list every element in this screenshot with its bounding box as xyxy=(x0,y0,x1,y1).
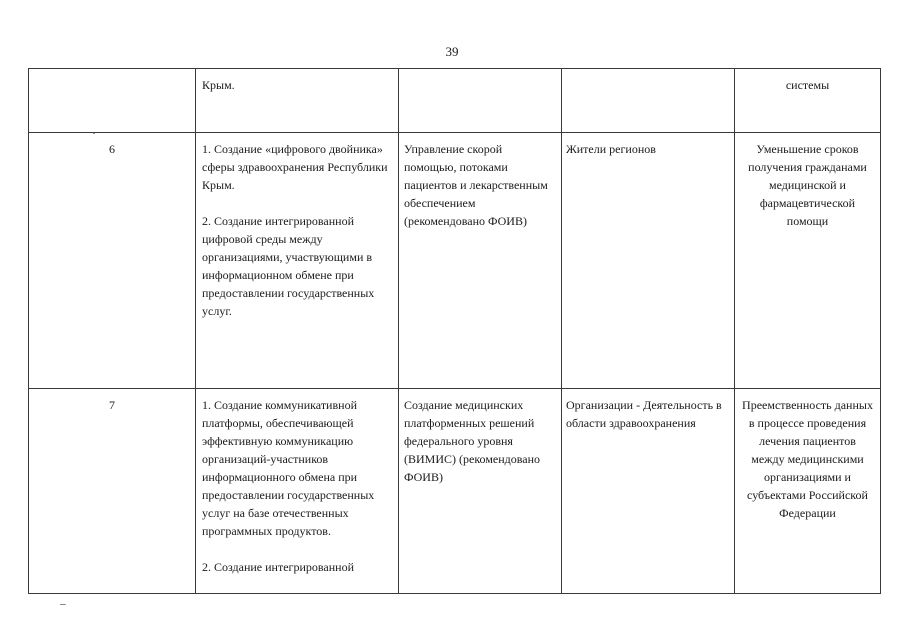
row-number-cell xyxy=(29,69,196,133)
effect-cell: системы xyxy=(735,69,881,133)
direction-cell xyxy=(399,69,562,133)
table-row xyxy=(29,389,881,594)
direction-cell: Управление скорой помощью, потоками пациентов и лекарственным обеспечением (рекомендовано ФОИВ) xyxy=(399,133,562,389)
beneficiaries-cell xyxy=(562,69,735,133)
measures-cell xyxy=(196,389,399,594)
measure-text: 1. Создание «цифрового двойника» сферы здравоохранения Республики Крым. xyxy=(202,142,388,192)
page-number: 39 xyxy=(445,44,459,59)
scan-speck xyxy=(60,604,66,605)
beneficiaries-cell: Жители регионов xyxy=(562,133,735,389)
measure-text: 1. Создание коммуникативной платформы, обеспечивающей эффективную коммуникацию организаций-участников информационного обмена при предоставлении государственных услуг на базе отечественных программных продуктов. xyxy=(202,398,375,538)
document-table xyxy=(28,68,881,594)
effect-cell: Преемственность данных в процессе проведения лечения пациентов между медицинскими организациями и субъектами Российской Федерации xyxy=(735,389,881,594)
beneficiaries-cell: Организации - Деятельность в области здравоохранения xyxy=(562,389,735,594)
table-row xyxy=(29,133,881,389)
row-number-cell: 7 xyxy=(29,389,196,594)
direction-cell: Создание медицинских платформенных решений федерального уровня (ВИМИС) (рекомендовано ФОИВ) xyxy=(399,389,562,594)
measures-cell xyxy=(196,69,399,133)
measure-text: 2. Создание интегрированной цифровой среды между организациями, участвующими в информационном обмене при предоставлении государственных услуг. xyxy=(202,214,375,318)
measure-text: Крым. xyxy=(202,78,235,92)
measure-text: 2. Создание интегрированной xyxy=(202,560,354,574)
table-row xyxy=(29,69,881,133)
row-number-cell: 6 xyxy=(29,133,196,389)
scan-speck xyxy=(93,133,95,134)
effect-cell: Уменьшение сроков получения гражданами медицинской и фармацевтической помощи xyxy=(735,133,881,389)
measures-cell xyxy=(196,133,399,389)
